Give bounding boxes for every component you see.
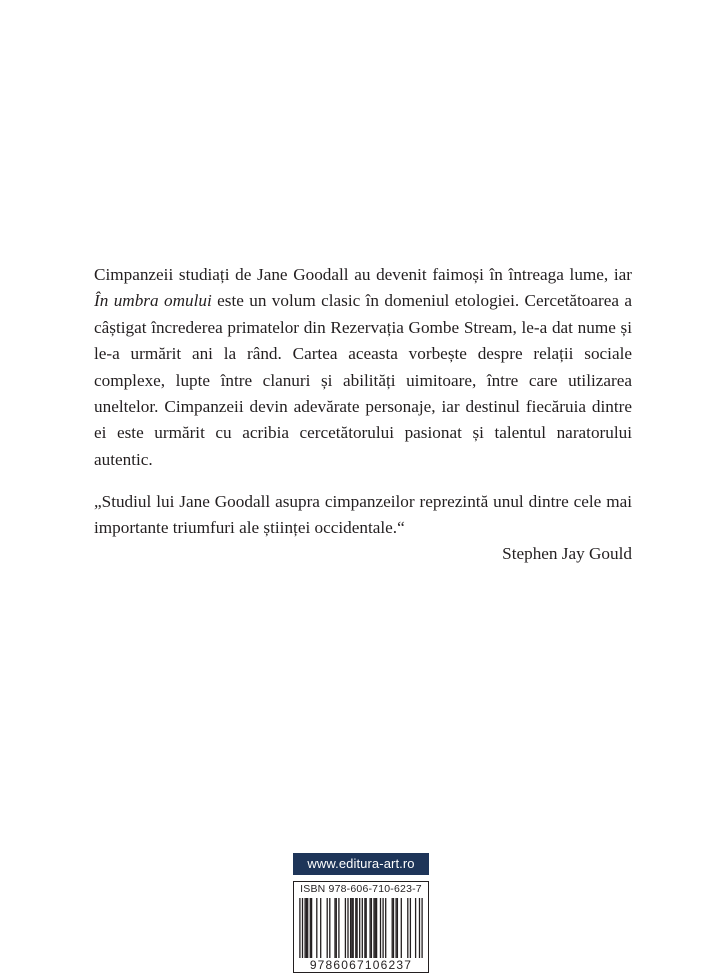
barcode-bar [304,898,305,960]
barcode-bar [351,898,352,960]
barcode-bar [307,898,308,960]
barcode-bar [410,898,411,960]
barcode-bar [392,898,393,960]
review-quote [94,489,632,542]
barcode-bar [397,898,398,960]
blurb-paragraph [94,262,632,473]
barcode-block [293,853,429,973]
barcode-bar [310,898,311,960]
barcode-bar [382,898,383,960]
back-cover-blurb [94,262,632,473]
quote-text: „Studiul lui Jane Goodall asupra cimpanzeilor reprezintă unul dintre cele mai importante triumfuri ale științei occidentale.“ [94,492,632,538]
barcode-bar [347,898,348,960]
barcode-bar [353,898,354,960]
barcode-bar [350,898,351,960]
blurb-text-start: Cimpanzeii studiați de Jane Goodall au devenit faimoși în întreaga lume, iar [94,265,632,284]
barcode-bar [336,898,337,960]
barcode-bar [355,898,356,960]
barcode-bar [385,898,386,960]
barcode-bar [366,898,367,960]
barcode-bar [369,898,370,960]
barcode-bar [407,898,408,960]
book-title: În umbra omului [94,291,212,311]
barcode-bar [311,898,312,960]
barcode-bar [373,898,374,960]
barcode-bar [364,898,365,960]
barcode-bar [356,898,357,960]
blurb-text-rest: este un volum clasic în domeniul etologiei. Cercetătoarea a câștigat încrederea primatelor din Rezervația Gombe Stream, le-a dat nume și le-a urmărit ani la rând. Cartea aceasta vorbește despre relații sociale complexe, lupte între clanuri și abilități uimitoare, între care utilizarea uneltelor. Cimpanzeii devin adevărate personaje, iar destinul fiecăruia dintre ei este urmărit cu acribia cercetătorului pasionat și talentul naratorului autentic. [94,291,632,469]
barcode-bar [338,898,339,960]
quote-author: Stephen Jay Gould [502,544,632,563]
barcode-bar [327,898,328,960]
publisher-url: www.editura-art.ro [293,853,429,875]
barcode-bar [393,898,394,960]
barcode-bar [376,898,377,960]
barcode-bar [401,898,402,960]
barcode-bar [306,898,307,960]
barcode-bar [329,898,330,960]
isbn-label: ISBN 978-606-710-623-7 [300,883,422,895]
barcode-bar [334,898,335,960]
barcode-bar [320,898,321,960]
barcode-bar [375,898,376,960]
barcode-bar [380,898,381,960]
barcode-bar [415,898,416,960]
barcode-bar [371,898,372,960]
barcode-bar [345,898,346,960]
barcode-box [293,881,429,973]
barcode-bar [395,898,396,960]
barcode-bar [316,898,317,960]
barcode-digits: 9786067106237 [297,958,425,972]
